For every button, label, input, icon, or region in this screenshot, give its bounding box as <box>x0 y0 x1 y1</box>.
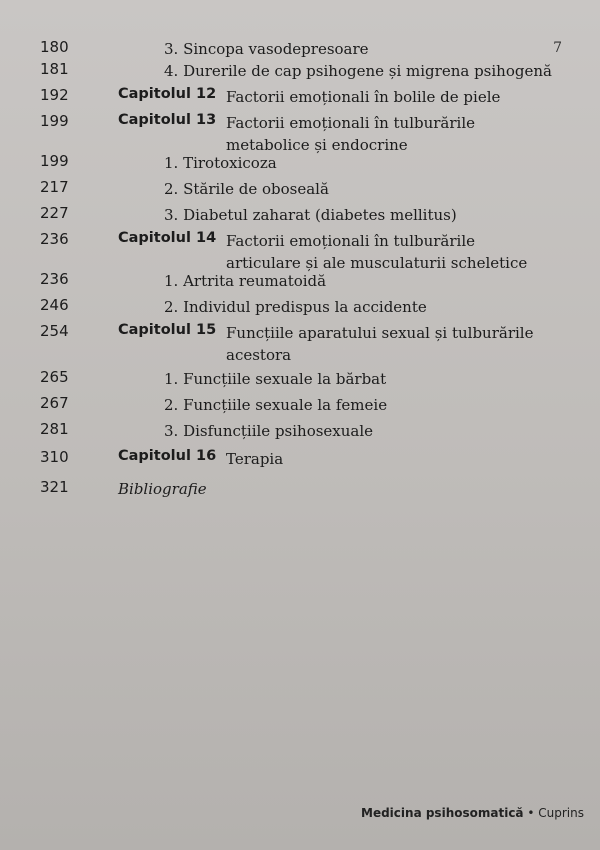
page-number: 7 <box>553 40 562 56</box>
entry-page-number: 227 <box>40 204 69 222</box>
entry-title: Bibliografie <box>118 480 207 498</box>
entry-title: 2. Stările de oboseală <box>164 180 329 198</box>
entry-page-number: 192 <box>40 86 69 104</box>
entry-page-number: 236 <box>40 270 69 288</box>
show-through-text <box>120 160 131 200</box>
entry-title: 1. Artrita reumatoidă <box>164 272 327 290</box>
entry-page-number: 180 <box>40 38 69 56</box>
chapter-label: Capitolul 15 <box>118 322 217 338</box>
entry-page-number: 217 <box>40 178 69 196</box>
entry-page-number: 265 <box>40 368 69 386</box>
entry-title-continued: articulare și ale musculaturii scheletice <box>226 254 528 272</box>
chapter-label: Capitolul 14 <box>118 230 217 246</box>
entry-title: 2. Individul predispus la accidente <box>164 298 427 316</box>
running-footer <box>361 806 584 820</box>
entry-title: 2. Funcțiile sexuale la femeie <box>164 396 388 414</box>
chapter-label: Capitolul 12 <box>118 86 217 102</box>
entry-page-number: 310 <box>40 448 69 466</box>
book-title: Medicina psihosomatică <box>361 806 524 820</box>
entry-page-number: 254 <box>40 322 69 340</box>
entry-title: Factorii emoționali în tulburările <box>226 232 476 250</box>
entry-page-number: 199 <box>40 112 69 130</box>
entry-title-continued: metabolice și endocrine <box>226 136 408 154</box>
entry-page-number: 281 <box>40 420 69 438</box>
entry-page-number: 321 <box>40 478 69 496</box>
entry-title: Factorii emoționali în bolile de piele <box>226 88 501 106</box>
entry-title: Factorii emoționali în tulburările <box>226 114 476 132</box>
entry-title: 4. Durerile de cap psihogene și migrena psihogenă <box>164 62 552 80</box>
entry-title: 1. Funcțiile sexuale la bărbat <box>164 370 387 388</box>
section-name: Cuprins <box>538 806 584 820</box>
entry-title: 1. Tirotoxicoza <box>164 154 277 172</box>
entry-page-number: 267 <box>40 394 69 412</box>
entry-title: 3. Diabetul zaharat (diabetes mellitus) <box>164 206 457 224</box>
entry-title-continued: acestora <box>226 346 292 364</box>
entry-page-number: 181 <box>40 60 69 78</box>
chapter-label: Capitolul 16 <box>118 448 217 464</box>
entry-page-number: 246 <box>40 296 69 314</box>
entry-title: Terapia <box>226 450 284 468</box>
entry-title: 3. Disfuncțiile psihosexuale <box>164 422 374 440</box>
footer-separator: • <box>527 806 535 820</box>
entry-page-number: 236 <box>40 230 69 248</box>
chapter-label: Capitolul 13 <box>118 112 217 128</box>
entry-page-number: 199 <box>40 152 69 170</box>
entry-title: 3. Sincopa vasodepresoare <box>164 40 369 58</box>
entry-title: Funcțiile aparatului sexual și tulburările <box>226 324 534 342</box>
